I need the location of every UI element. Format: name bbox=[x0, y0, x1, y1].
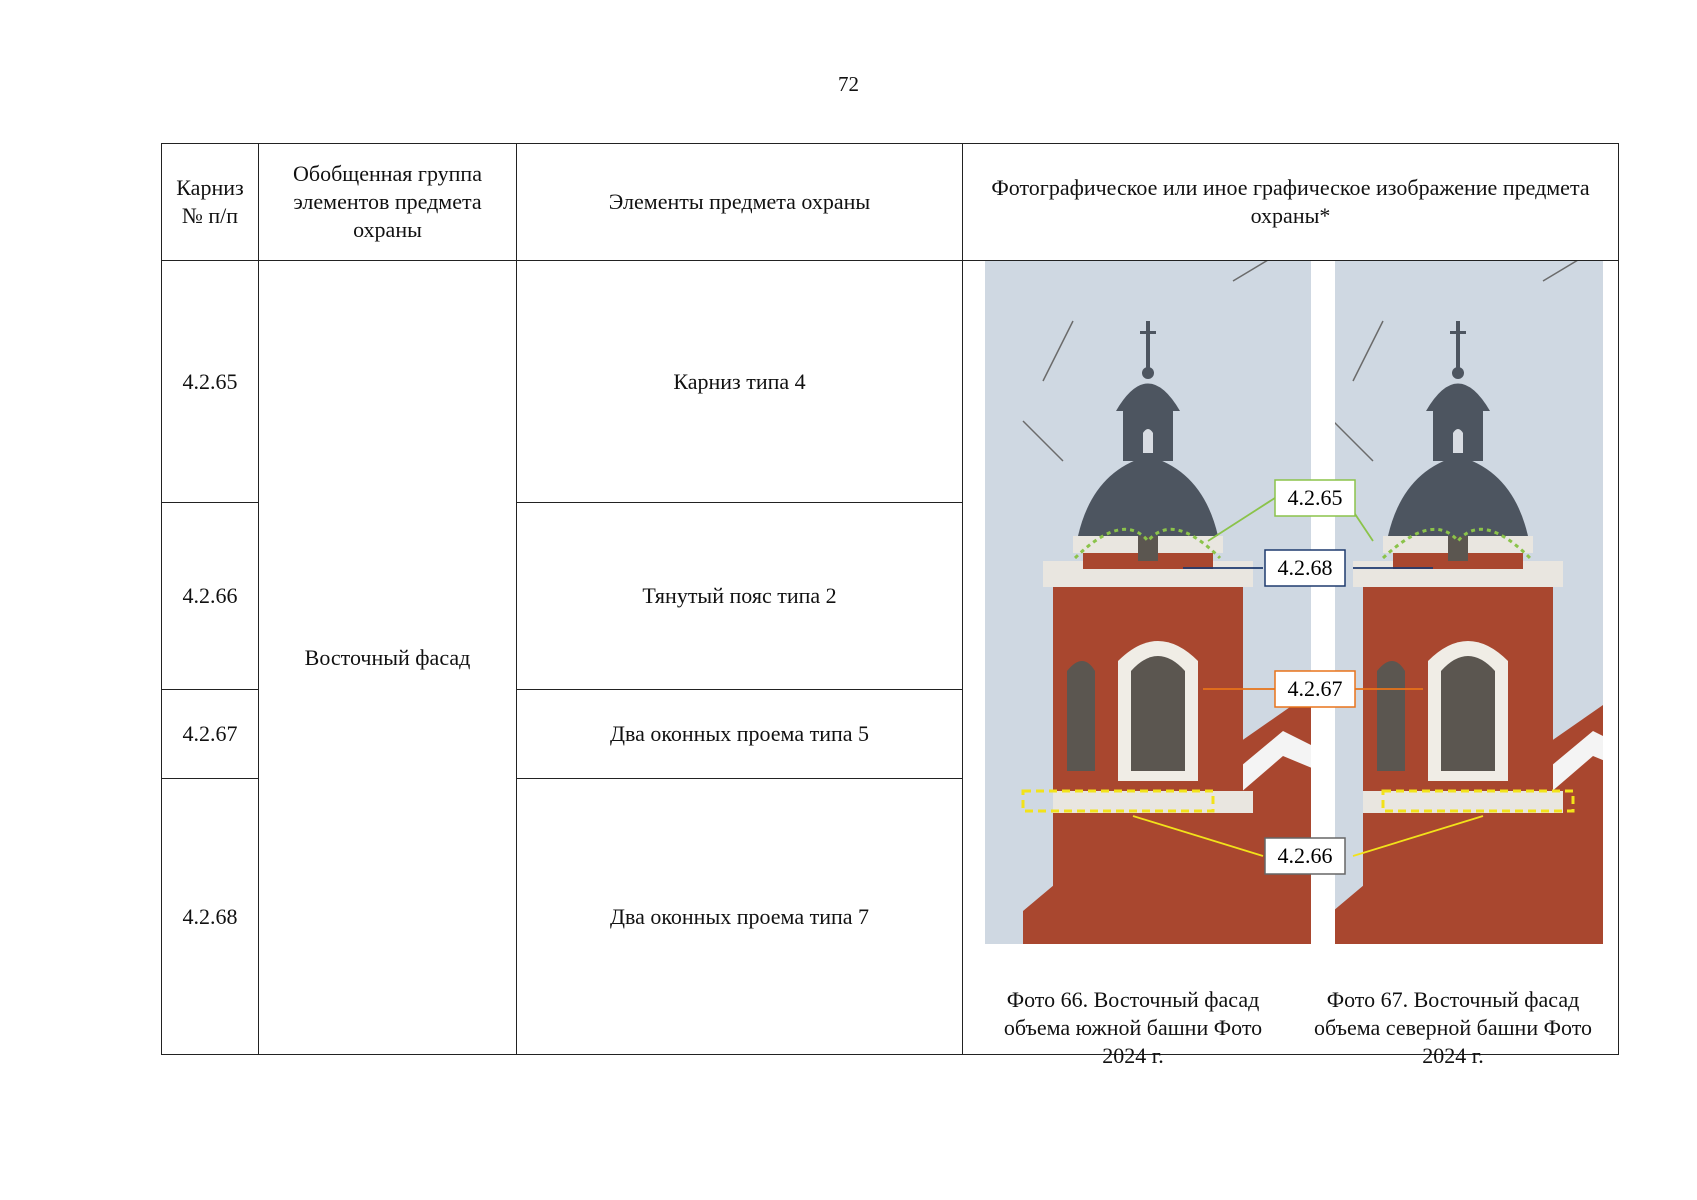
svg-text:4.2.66: 4.2.66 bbox=[1277, 843, 1333, 868]
photo-cell bbox=[963, 261, 1619, 1068]
callout-4-2-68 bbox=[1265, 550, 1345, 586]
svg-text:4.2.65: 4.2.65 bbox=[1287, 485, 1343, 510]
row-number: 4.2.66 bbox=[162, 503, 259, 690]
group-cell: Восточный фасад bbox=[259, 261, 517, 1055]
photo-caption-66: Фото 66. Восточный фасад объема южной башни Фото 2024 г. bbox=[1003, 987, 1263, 1068]
header-group: Обобщенная группа элементов предмета охраны bbox=[259, 144, 517, 261]
photo-panel bbox=[963, 261, 1623, 1068]
row-element: Тянутый пояс типа 2 bbox=[517, 503, 963, 690]
protection-elements-table bbox=[161, 143, 1619, 1068]
callout-4-2-66 bbox=[1265, 838, 1345, 874]
header-elements: Элементы предмета охраны bbox=[517, 144, 963, 261]
svg-text:4.2.68: 4.2.68 bbox=[1277, 555, 1333, 580]
row-element: Карниз типа 4 bbox=[517, 261, 963, 503]
callout-4-2-65 bbox=[1275, 480, 1355, 516]
photo-illustration bbox=[963, 261, 1623, 1053]
header-image: Фотографическое или иное графическое изображение предмета охраны* bbox=[963, 144, 1619, 261]
row-number: 4.2.65 bbox=[162, 261, 259, 503]
row-element: Два оконных проема типа 5 bbox=[517, 690, 963, 779]
callout-4-2-67 bbox=[1275, 671, 1355, 707]
svg-text:4.2.67: 4.2.67 bbox=[1287, 676, 1343, 701]
photo-caption-67: Фото 67. Восточный фасад объема северной башни Фото 2024 г. bbox=[1313, 987, 1593, 1068]
row-element: Два оконных проема типа 7 bbox=[517, 779, 963, 1055]
row-number: 4.2.67 bbox=[162, 690, 259, 779]
page-number: 72 bbox=[838, 72, 859, 96]
table-header-row bbox=[162, 144, 1619, 261]
table-row bbox=[162, 261, 1619, 503]
row-number: 4.2.68 bbox=[162, 779, 259, 1055]
header-number: Карниз № п/п bbox=[162, 144, 259, 261]
